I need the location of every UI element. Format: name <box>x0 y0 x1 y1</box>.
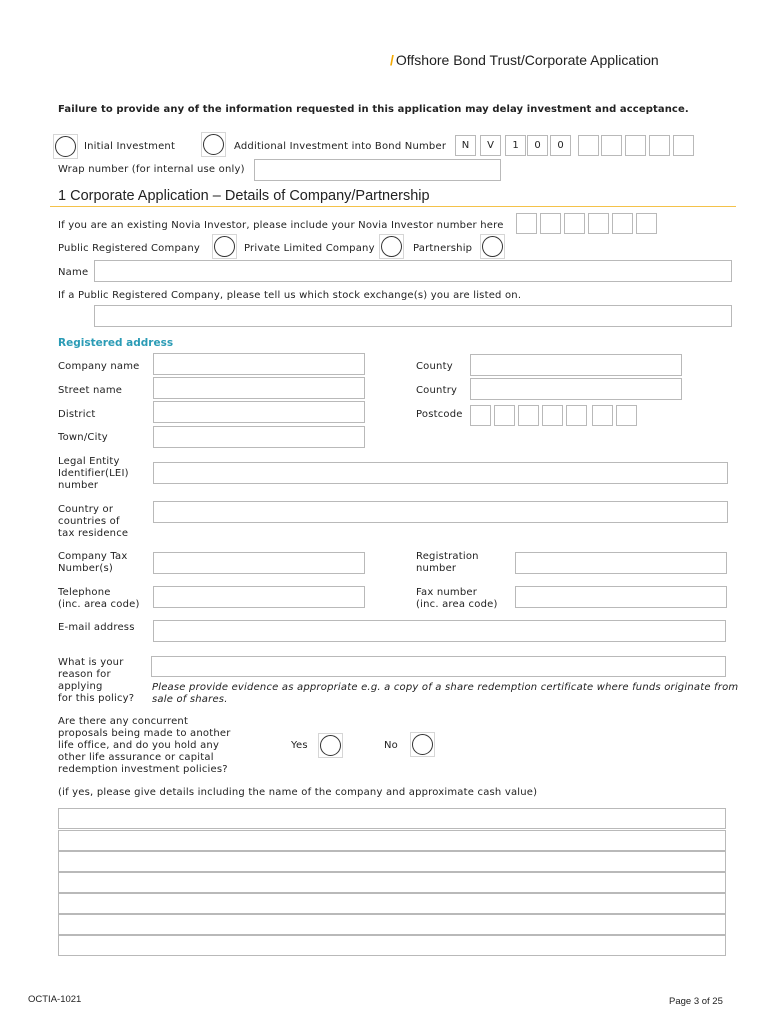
yes-label: Yes <box>291 740 308 751</box>
concurrent-yes-radio[interactable] <box>320 735 341 756</box>
reason-label <box>58 657 134 705</box>
concurrent-no-radio[interactable] <box>412 734 433 755</box>
county-label: County <box>416 361 453 372</box>
private-company-label: Private Limited Company <box>244 243 375 254</box>
country-label: Country <box>416 385 458 396</box>
lei-input[interactable] <box>153 462 728 484</box>
street-name-label: Street name <box>58 385 123 396</box>
lei-label-line: Legal Entity <box>58 456 120 467</box>
registration-number-input[interactable] <box>515 552 727 574</box>
stock-exchange-input[interactable] <box>94 305 732 327</box>
details-instruction: (if yes, please give details including the name of the company and approximate cash value) <box>58 787 538 798</box>
telephone-label-line: (inc. area code) <box>58 599 140 610</box>
partnership-radio[interactable] <box>482 236 503 257</box>
reason-label-line: What is your <box>58 657 124 668</box>
private-company-radio[interactable] <box>381 236 402 257</box>
company-name-input[interactable] <box>153 353 365 375</box>
company-name-label: Company name <box>58 361 140 372</box>
investor-number-cell[interactable] <box>540 213 561 234</box>
header-slash: / <box>390 52 394 68</box>
bond-number-cell[interactable]: 1 <box>505 135 526 156</box>
stock-exchange-label: If a Public Registered Company, please tell us which stock exchange(s) you are listed on. <box>58 290 522 301</box>
public-company-radio[interactable] <box>214 236 235 257</box>
partnership-label: Partnership <box>413 243 473 254</box>
footer-page-number: Page 3 of 25 <box>669 996 723 1007</box>
tax-residence-label-line: Country or <box>58 504 114 515</box>
reason-label-line: for this policy? <box>58 693 135 704</box>
details-line-input[interactable] <box>58 808 726 829</box>
investor-number-cell[interactable] <box>636 213 657 234</box>
section-title: 1 Corporate Application – Details of Company/Partnership <box>58 188 430 204</box>
reason-note-line: Please provide evidence as appropriate e.g. a copy of a share redemption certificate where funds originate from <box>152 682 739 693</box>
details-line-input[interactable] <box>58 851 726 872</box>
concurrent-question-line: proposals being made to another <box>58 728 231 739</box>
fax-number-label-line: Fax number <box>416 587 478 598</box>
no-label: No <box>384 740 398 751</box>
bond-number-cell[interactable] <box>673 135 694 156</box>
country-input[interactable] <box>470 378 682 400</box>
telephone-input[interactable] <box>153 586 365 608</box>
email-label: E-mail address <box>58 622 135 633</box>
postcode-cell[interactable] <box>566 405 587 426</box>
district-input[interactable] <box>153 401 365 423</box>
investor-number-cell[interactable] <box>588 213 609 234</box>
warning-text: Failure to provide any of the information requested in this application may delay investment and acceptance. <box>58 104 689 115</box>
additional-investment-label: Additional Investment into Bond Number <box>234 141 447 152</box>
concurrent-question-line: life office, and do you hold any <box>58 740 220 751</box>
reason-note-line: sale of shares. <box>152 694 228 705</box>
investor-number-cell[interactable] <box>564 213 585 234</box>
bond-number-cell[interactable] <box>649 135 670 156</box>
lei-label-line: number <box>58 480 99 491</box>
company-tax-input[interactable] <box>153 552 365 574</box>
investor-number-cell[interactable] <box>516 213 537 234</box>
details-line-input[interactable] <box>58 893 726 914</box>
section-divider <box>50 206 736 207</box>
email-input[interactable] <box>153 620 726 642</box>
details-line-input[interactable] <box>58 830 726 851</box>
tax-residence-label <box>58 504 128 540</box>
district-label: District <box>58 409 96 420</box>
details-line-input[interactable] <box>58 914 726 935</box>
registration-number-label-line: number <box>416 563 457 574</box>
registered-address-heading: Registered address <box>58 337 174 349</box>
bond-number-cell[interactable] <box>578 135 599 156</box>
name-input[interactable] <box>94 260 732 282</box>
concurrent-question <box>58 716 231 776</box>
postcode-cell[interactable] <box>592 405 613 426</box>
initial-investment-radio[interactable] <box>55 136 76 157</box>
registration-number-label <box>416 551 479 575</box>
concurrent-question-line: redemption investment policies? <box>58 764 228 775</box>
concurrent-question-line: other life assurance or capital <box>58 752 214 763</box>
lei-label <box>58 456 129 492</box>
fax-number-label <box>416 587 498 611</box>
additional-investment-radio[interactable] <box>203 134 224 155</box>
bond-number-cell[interactable]: 0 <box>550 135 571 156</box>
footer-code: OCTIA-1021 <box>28 994 82 1005</box>
document-header <box>390 52 659 68</box>
company-tax-label-line: Number(s) <box>58 563 113 574</box>
concurrent-question-line: Are there any concurrent <box>58 716 189 727</box>
telephone-label-line: Telephone <box>58 587 111 598</box>
street-name-input[interactable] <box>153 377 365 399</box>
tax-residence-label-line: countries of <box>58 516 120 527</box>
investor-number-cell[interactable] <box>612 213 633 234</box>
reason-label-line: reason for <box>58 669 111 680</box>
registration-number-label-line: Registration <box>416 551 479 562</box>
reason-input[interactable] <box>151 656 726 677</box>
fax-number-label-line: (inc. area code) <box>416 599 498 610</box>
company-tax-label-line: Company Tax <box>58 551 128 562</box>
postcode-cell[interactable] <box>542 405 563 426</box>
existing-investor-label: If you are an existing Novia Investor, please include your Novia Investor number here <box>58 220 504 231</box>
postcode-cell[interactable] <box>494 405 515 426</box>
wrap-number-input[interactable] <box>254 159 501 181</box>
details-line-input[interactable] <box>58 872 726 893</box>
tax-residence-input[interactable] <box>153 501 728 523</box>
bond-number-cell[interactable] <box>601 135 622 156</box>
bond-number-cell[interactable] <box>625 135 646 156</box>
initial-investment-label: Initial Investment <box>84 141 176 152</box>
postcode-cell[interactable] <box>470 405 491 426</box>
company-tax-label <box>58 551 127 575</box>
tax-residence-label-line: tax residence <box>58 528 129 539</box>
bond-number-cell[interactable]: V <box>480 135 501 156</box>
reason-label-line: applying <box>58 681 103 692</box>
fax-number-input[interactable] <box>515 586 727 608</box>
postcode-cell[interactable] <box>616 405 637 426</box>
details-line-input[interactable] <box>58 935 726 956</box>
postcode-cell[interactable] <box>518 405 539 426</box>
reason-note <box>152 682 742 706</box>
bond-number-cell[interactable]: N <box>455 135 476 156</box>
county-input[interactable] <box>470 354 682 376</box>
header-title: Offshore Bond Trust/Corporate Application <box>395 52 659 68</box>
public-company-label: Public Registered Company <box>58 243 200 254</box>
town-city-input[interactable] <box>153 426 365 448</box>
lei-label-line: Identifier(LEI) <box>58 468 129 479</box>
telephone-label <box>58 587 140 611</box>
wrap-number-label: Wrap number (for internal use only) <box>58 164 245 175</box>
name-label: Name <box>58 267 89 278</box>
postcode-label: Postcode <box>416 409 463 420</box>
bond-number-cell[interactable]: 0 <box>527 135 548 156</box>
town-city-label: Town/City <box>58 432 108 443</box>
